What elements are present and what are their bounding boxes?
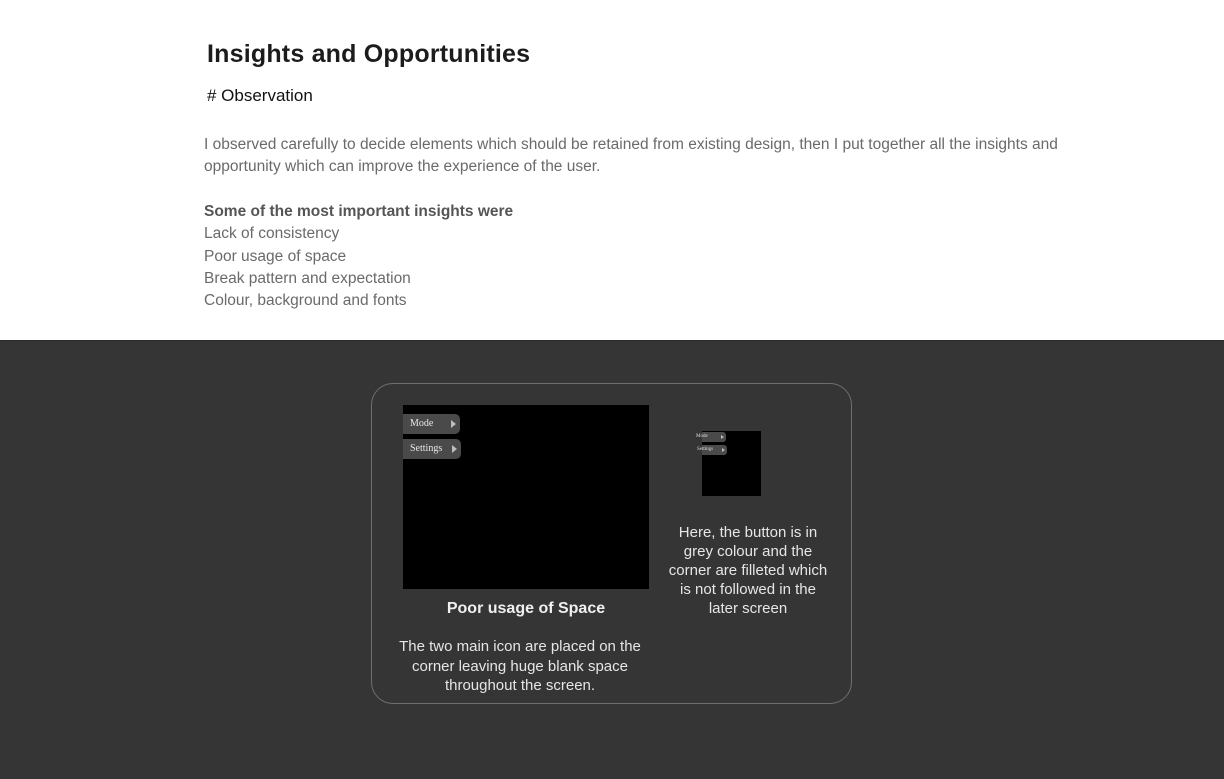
insight-item: Colour, background and fonts	[204, 292, 407, 310]
play-arrow-icon	[721, 435, 724, 439]
observation-panel	[0, 340, 1224, 779]
mini-settings-label: Settings	[697, 447, 714, 452]
page-title: Insights and Opportunities	[207, 40, 531, 68]
large-screen-mockup	[403, 405, 649, 589]
insights-heading: Some of the most important insights were	[204, 203, 514, 220]
observation-card	[371, 383, 852, 704]
large-caption-title: Poor usage of Space	[446, 600, 606, 617]
mode-button-label: Mode	[410, 418, 434, 429]
intro-paragraph: I observed carefully to decide elements which should be retained from existing design, then I put together all the insights and opportunity which can improve the experience of the user.	[204, 136, 1058, 175]
insights-section	[0, 0, 1224, 340]
settings-button-label: Settings	[410, 443, 443, 454]
section-subtitle: # Observation	[207, 86, 313, 105]
settings-button	[403, 439, 461, 459]
mini-mode-label: Mode	[696, 434, 708, 439]
play-arrow-icon	[722, 448, 725, 452]
insight-item: Lack of consistency	[204, 225, 340, 243]
large-caption-text: The two main icon are placed on the corner leaving huge blank space throughout the screen.	[399, 638, 641, 694]
insights-list	[204, 201, 513, 312]
small-caption-text: Here, the button is in grey colour and the corner are filleted which is not followed in the later screen	[668, 524, 828, 617]
play-arrow-icon	[451, 420, 456, 428]
small-screen-mockup	[696, 431, 761, 496]
mini-mode-button	[696, 432, 726, 442]
mode-button	[403, 414, 460, 434]
insight-item: Break pattern and expectation	[204, 269, 411, 287]
mini-settings-button	[697, 445, 727, 455]
play-arrow-icon	[452, 445, 457, 453]
insight-item: Poor usage of space	[204, 247, 347, 265]
